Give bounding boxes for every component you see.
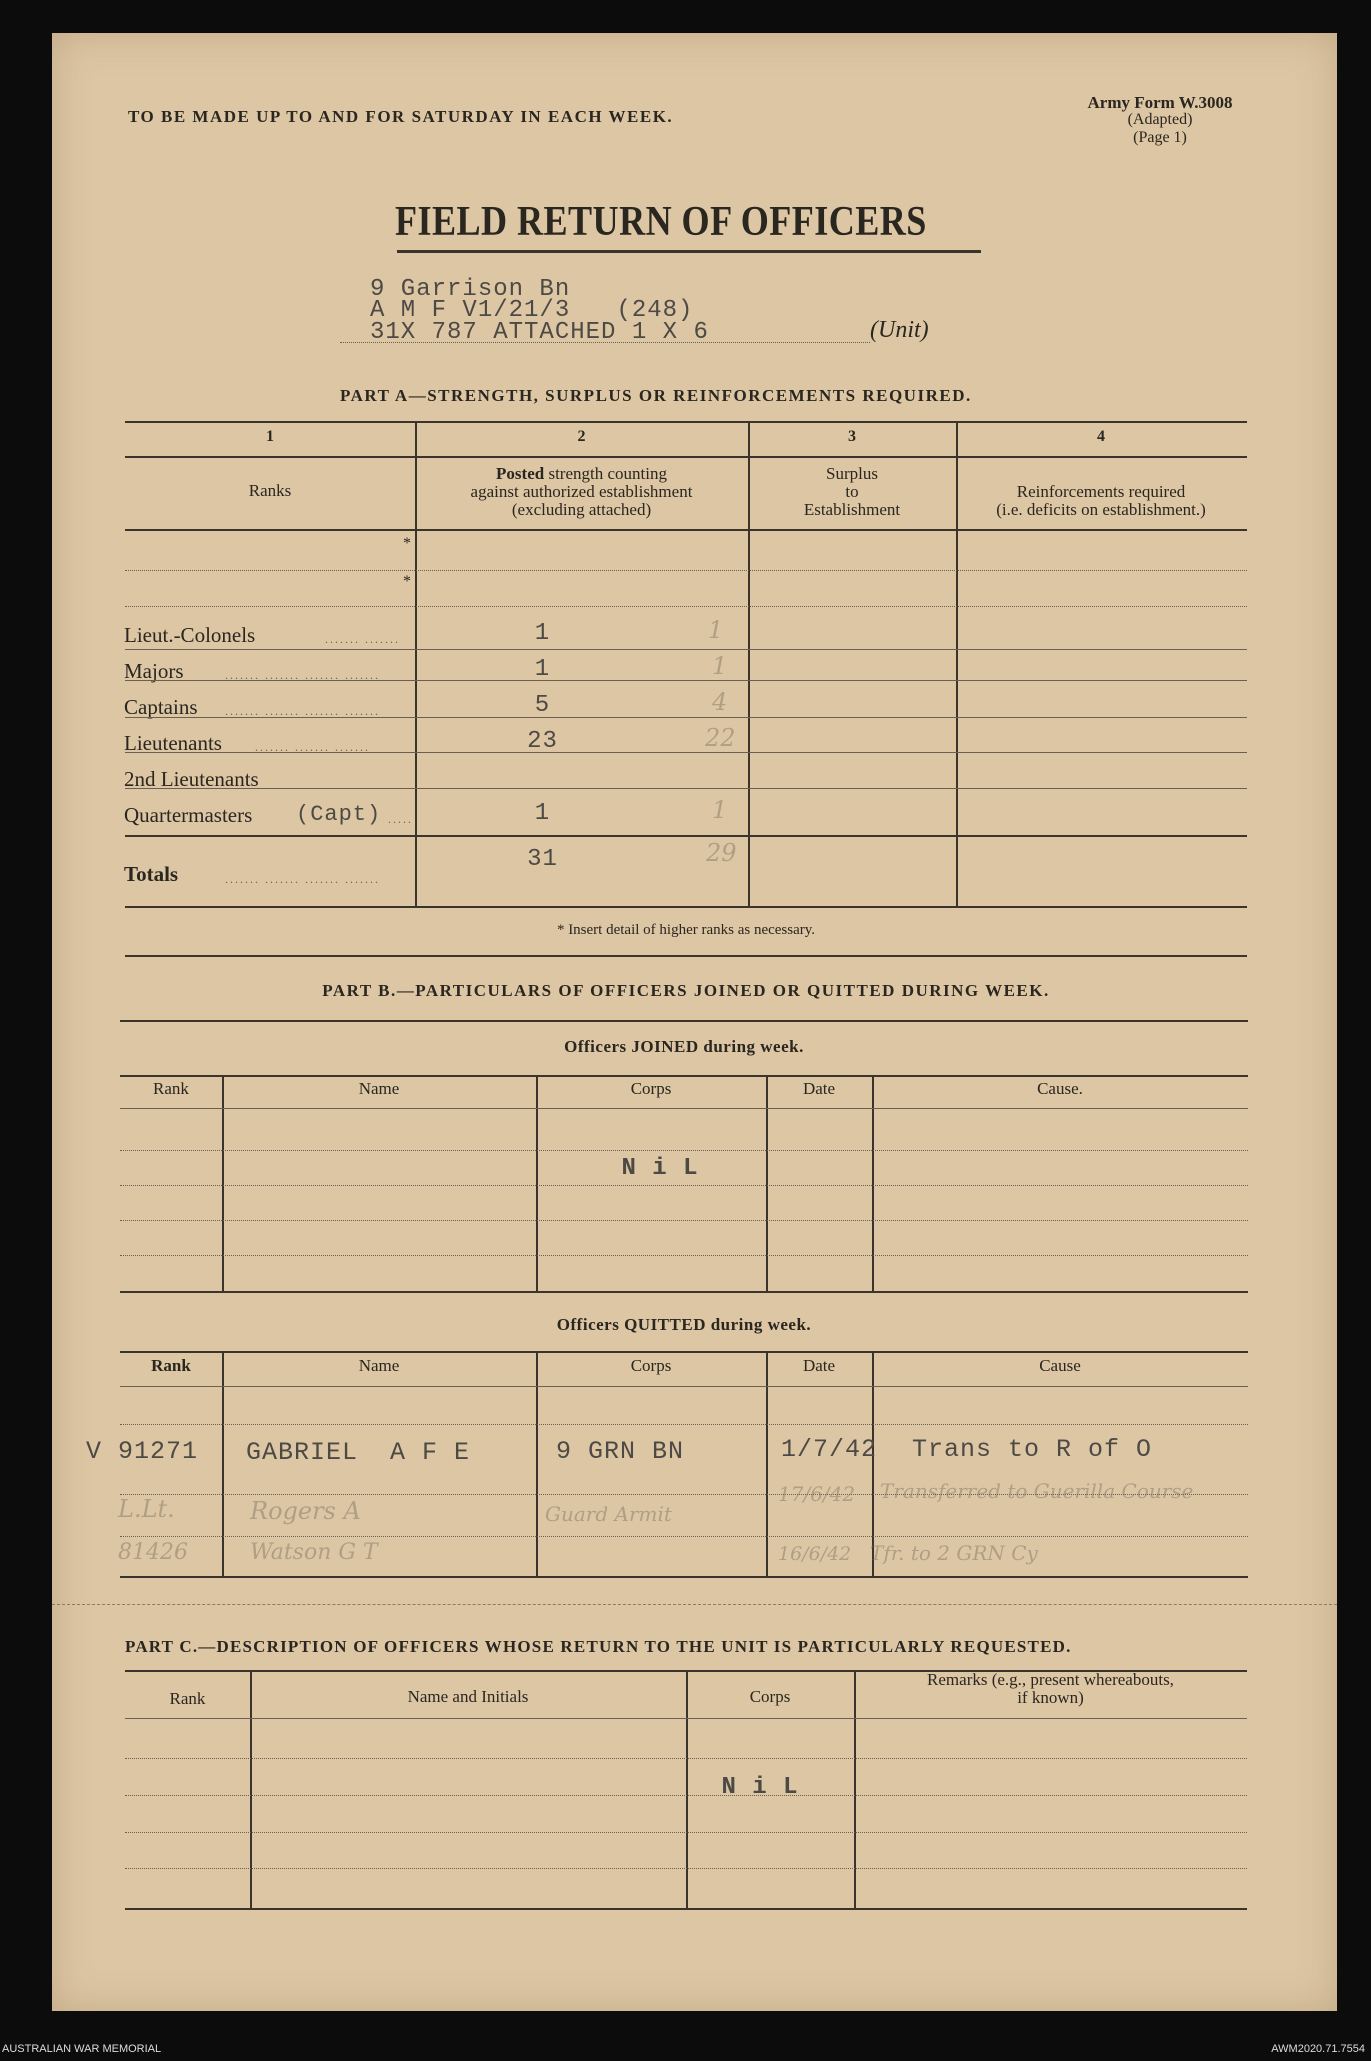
rank-label: 2nd Lieutenants <box>124 767 259 791</box>
higher-rank-asterisk-2: * <box>403 573 411 590</box>
pencil-date-2: 16/6/42 <box>778 1543 852 1565</box>
col-number-2: 2 <box>577 428 586 445</box>
row-line <box>125 717 1247 718</box>
reinforcements-header <box>956 483 1246 519</box>
unit-label: (Unit) <box>870 317 929 343</box>
pencil-rank-2: 81426 <box>118 1540 188 1565</box>
row-line <box>125 649 1247 650</box>
pencil-note: 4 <box>712 688 728 716</box>
reinforcements-header-line1: Reinforcements required <box>1016 482 1186 501</box>
posted-header-bold: Posted <box>496 464 545 483</box>
joined-header-line <box>120 1108 1248 1109</box>
quitted-col-date: Date <box>802 1356 836 1375</box>
pencil-note: 1 <box>712 652 728 680</box>
archive-credit: AUSTRALIAN WAR MEMORIAL <box>2 2043 162 2055</box>
part-c-col-divider-1 <box>250 1671 252 1908</box>
joined-row-line <box>120 1220 1248 1221</box>
col-number-3: 3 <box>848 428 856 445</box>
part-c-col-remarks <box>854 1671 1247 1707</box>
surplus-header-line1: Surplus <box>826 464 878 483</box>
part-c-row-line <box>125 1758 1247 1759</box>
part-a-num-rule <box>125 456 1247 458</box>
pencil-date-1: 17/6/42 <box>778 1482 856 1506</box>
joined-row-line <box>120 1150 1248 1151</box>
perforation-line <box>52 1604 1337 1605</box>
pencil-note: 1 <box>708 616 724 644</box>
row-line <box>125 752 1247 753</box>
pencil-note: 22 <box>705 724 736 752</box>
part-b-top-rule <box>120 1020 1248 1022</box>
posted-value: 1 <box>534 656 551 683</box>
quitted-col-name: Name <box>358 1356 400 1375</box>
quitted-col-rank: Rank <box>151 1356 191 1375</box>
part-a-top-rule <box>125 421 1247 423</box>
pencil-rank-1: L.Lt. <box>118 1495 175 1523</box>
quitted-table-bottom-rule <box>120 1576 1248 1578</box>
rank-label: Majors <box>124 659 184 683</box>
form-page: (Page 1) <box>1133 129 1187 146</box>
quitted-title: Officers QUITTED during week. <box>556 1315 812 1334</box>
posted-header-rest: strength counting <box>544 464 667 483</box>
quitted-col-cause: Cause <box>1039 1356 1081 1375</box>
posted-value: 5 <box>534 692 551 719</box>
col-number-1: 1 <box>266 428 274 445</box>
row-line <box>125 788 1247 789</box>
rank-label: Lieut.-Colonels <box>124 623 256 647</box>
part-c-header-line <box>125 1718 1247 1719</box>
surplus-header <box>748 465 956 519</box>
form-number: Army Form W.3008 <box>1087 93 1233 112</box>
quitted-entry-corps: 9 GRN BN <box>556 1437 685 1466</box>
pencil-corps-1: Guard Armit <box>545 1502 672 1526</box>
posted-header <box>415 465 748 519</box>
pencil-name-1: Rogers A <box>250 1497 361 1525</box>
leader-dots: ....... ....... ....... ....... <box>225 872 380 886</box>
rank-label: Lieutenants <box>124 731 222 755</box>
archive-accession-number: AWM2020.71.7554 <box>1271 2043 1365 2055</box>
part-c-col-remarks-line1: Remarks (e.g., present whereabouts, <box>927 1670 1174 1689</box>
unit-line-3: 31X 787 ATTACHED 1 X 6 <box>370 319 709 346</box>
joined-col-date: Date <box>802 1079 836 1098</box>
quitted-table-top-rule <box>120 1351 1248 1353</box>
blank-row-line-1 <box>125 570 1247 571</box>
pencil-note: 1 <box>712 796 728 824</box>
part-c-row-line <box>125 1868 1247 1869</box>
higher-rank-asterisk-1: * <box>403 535 411 552</box>
reinforcements-header-line2: (i.e. deficits on establishment.) <box>996 500 1206 519</box>
part-c-col-divider-2 <box>686 1671 688 1908</box>
joined-col-name: Name <box>358 1079 400 1098</box>
weekly-instruction: TO BE MADE UP TO AND FOR SATURDAY IN EACH WEEK. <box>128 107 674 126</box>
posted-value: 1 <box>534 800 551 827</box>
ranks-header: Ranks <box>248 481 292 500</box>
part-c-col-corps: Corps <box>749 1687 791 1706</box>
totals-posted-value: 31 <box>527 846 558 873</box>
quitted-col-corps: Corps <box>630 1356 672 1375</box>
joined-row-line <box>120 1255 1248 1256</box>
pencil-name-2: Watson G T <box>250 1540 378 1565</box>
part-a-footnote-rule <box>125 955 1247 957</box>
posted-header-line3: (excluding attached) <box>511 500 652 519</box>
part-c-row-line <box>125 1795 1247 1796</box>
joined-col-corps: Corps <box>630 1079 672 1098</box>
part-c-col-rank: Rank <box>169 1689 206 1708</box>
part-a-heading: PART A—STRENGTH, SURPLUS OR REINFORCEMENTS REQUIRED. <box>340 386 972 405</box>
joined-title: Officers JOINED during week. <box>564 1037 804 1056</box>
posted-header-line2: against authorized establishment <box>470 482 693 501</box>
quitted-entry-rank: V 91271 <box>86 1437 199 1466</box>
quitted-header-line <box>120 1386 1248 1387</box>
rank-typed-suffix: (Capt) <box>296 802 382 827</box>
quitted-entry-date: 1/7/42 <box>781 1435 878 1464</box>
joined-col-rank: Rank <box>153 1079 189 1098</box>
pencil-cause-2: Tfr. to 2 GRN Cy <box>870 1541 1038 1565</box>
joined-row-line <box>120 1185 1248 1186</box>
part-c-heading: PART C.—DESCRIPTION OF OFFICERS WHOSE RETURN TO THE UNIT IS PARTICULARLY REQUESTED. <box>125 1637 1072 1656</box>
totals-label: Totals <box>124 862 179 886</box>
part-c-nil: N i L <box>721 1774 799 1801</box>
unit-dotted-line <box>340 342 870 343</box>
part-c-row-line <box>125 1832 1247 1833</box>
unit-line-1: 9 Garrison Bn <box>370 276 571 303</box>
part-a-bottom-rule <box>125 906 1247 908</box>
posted-value: 23 <box>527 728 558 755</box>
surplus-header-line3: Establishment <box>803 500 901 519</box>
unit-line-2: A M F V1/21/3 (248) <box>370 297 694 324</box>
page-title: FIELD RETURN OF OFFICERS <box>395 199 927 245</box>
joined-nil: N i L <box>621 1155 699 1182</box>
row-line <box>125 680 1247 681</box>
rank-label: Captains <box>124 695 198 719</box>
leader-dots: ....... ....... <box>325 632 400 646</box>
joined-table-bottom-rule <box>120 1291 1248 1293</box>
leader-dots: ....... ....... ....... <box>255 740 370 754</box>
leader-dots: ....... ....... ....... ....... <box>225 668 380 682</box>
posted-value: 1 <box>534 620 551 647</box>
part-c-col-name: Name and Initials <box>407 1687 529 1706</box>
part-c-bottom-rule <box>125 1908 1247 1910</box>
part-a-header-rule <box>125 529 1247 531</box>
quitted-entry-name: GABRIEL A F E <box>246 1438 471 1467</box>
pencil-cause-1: Transferred to Guerilla Course <box>880 1479 1194 1503</box>
form-adapted: (Adapted) <box>1127 111 1193 128</box>
part-c-col-remarks-line2: if known) <box>1017 1688 1084 1707</box>
totals-rule <box>125 835 1247 837</box>
quitted-row-line <box>120 1536 1248 1537</box>
surplus-header-line2: to <box>845 482 859 501</box>
quitted-entry-cause: Trans to R of O <box>912 1435 1153 1464</box>
totals-pencil-note: 29 <box>706 839 737 867</box>
part-b-heading: PART B.—PARTICULARS OF OFFICERS JOINED OR QUITTED DURING WEEK. <box>322 981 1050 1000</box>
joined-table-top-rule <box>120 1075 1248 1077</box>
rank-label: Quartermasters <box>124 803 253 827</box>
leader-dots: ..... <box>388 812 413 826</box>
joined-col-cause: Cause. <box>1037 1079 1083 1098</box>
col-number-4: 4 <box>1097 428 1105 445</box>
footnote: * Insert detail of higher ranks as necessary. <box>556 922 816 938</box>
leader-dots: ....... ....... ....... ....... <box>225 704 380 718</box>
quitted-row-line <box>120 1424 1248 1425</box>
blank-row-line-2 <box>125 606 1247 607</box>
title-underline <box>397 250 981 253</box>
